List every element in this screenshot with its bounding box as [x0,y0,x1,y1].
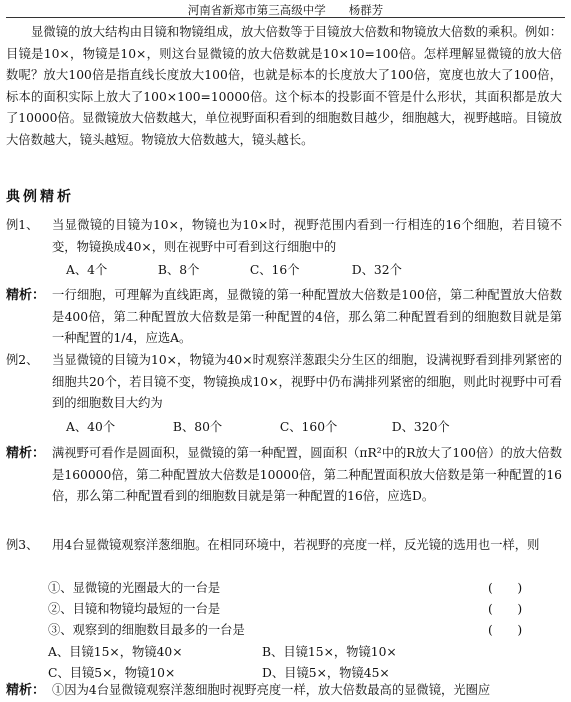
option-a: A、40个 [66,420,116,434]
answer-paren-2: ( ) [488,602,523,616]
example-1-label: 例1、 [6,218,39,232]
example-1-text: 当显微镜的目镜为10×，物镜也为10×时，视野范围内看到一行相连的16个细胞，若目镜不变，物镜换成40×，则在视野中可看到这行细胞中的 [52,218,562,254]
option-d: D、32个 [351,263,402,277]
question-2: ②、目镜和物镜均最短的一台是 [48,602,221,616]
analysis-3-label: 精析： [6,683,46,698]
example-3-option-c: C、目镜5×，物镜10× [48,666,176,680]
question-1: ①、显微镜的光圈最大的一台是 [48,581,221,595]
example-3-label: 例3、 [6,538,39,552]
option-a: A、4个 [66,263,108,277]
answer-paren-3: ( ) [488,623,523,637]
option-d: D、320个 [391,420,450,434]
option-c: C、16个 [249,263,300,277]
analysis-2-text: 满视野可看作是圆面积，显微镜的第一种配置，圆面积（πR²中的R放大了100倍）的放大倍数是160000倍，第二种配置放大倍数是10000倍，第二种配置面积放大倍数是第一种配置的16倍，那么第二种配置看到的细胞数目就是第一种配置的16倍，应选D。 [52,446,562,503]
header-divider [6,17,565,18]
analysis-1-label: 精析： [6,288,46,303]
example-2-label: 例2、 [6,353,39,367]
answer-paren-1: ( ) [488,581,523,595]
example-3-text: 用4台显微镜观察洋葱细胞。在相同环境中，若视野的亮度一样，反光镜的选用也一样，则 [52,538,540,552]
example-3-option-b: B、目镜15×，物镜10× [262,645,397,659]
option-b: B、80个 [172,420,223,434]
example-1-options [66,260,440,282]
example-3-option-a: A、目镜15×，物镜40× [48,645,183,659]
option-c: C、160个 [279,420,338,434]
intro-paragraph: 显微镜的放大结构由目镜和物镜组成，放大倍数等于目镜放大倍数和物镜放大倍数的乘积。例如：目镜是10×，物镜是10×，则这台显微镜的放大倍数就是10×10=100倍。怎样理解显微镜的放大倍数呢？放大100倍是指直线长度放大100倍，也就是标本的长度放大了100倍，宽度也放大了100倍，标本的面积实际上放大了100×100=10000倍。这个标本的投影面不管是什么形状，其面积都是放大了10000倍。显微镜放大倍数越大，单位视野面积看到的细胞数目越少，细胞越大，视野越暗。目镜放大倍数越大，镜头越短。物镜放大倍数越大，镜头越长。 [6,25,562,147]
example-3-option-d: D、目镜5×，物镜45× [262,666,390,680]
example-2-options [66,417,482,439]
analysis-1-text: 一行细胞，可理解为直线距离，显微镜的第一种配置放大倍数是100倍，第二种配置放大倍数是400倍，第二种配置放大倍数是第一种配置的4倍，那么第二种配置看到的细胞数目就是第一种配置的1/4，应选A。 [52,288,562,345]
example-2-text: 当显微镜的目镜为10×，物镜为40×时观察洋葱跟尖分生区的细胞，设满视野看到排列紧密的细胞共20个，若目镜不变，物镜换成10×，视野中仍布满排列紧密的细胞，则此时视野中可看到的细胞数目大约为 [52,353,562,410]
section-title: 典例精析 [6,189,74,205]
question-3: ③、观察到的细胞数目最多的一台是 [48,623,245,637]
analysis-3-text: ①因为4台显微镜观察洋葱细胞时视野亮度一样，放大倍数最高的显微镜，光圈应 [52,683,491,697]
analysis-2-label: 精析： [6,446,46,461]
option-b: B、8个 [157,263,200,277]
document-header: 河南省新郑市第三高级中学 杨群芳 [187,3,384,17]
